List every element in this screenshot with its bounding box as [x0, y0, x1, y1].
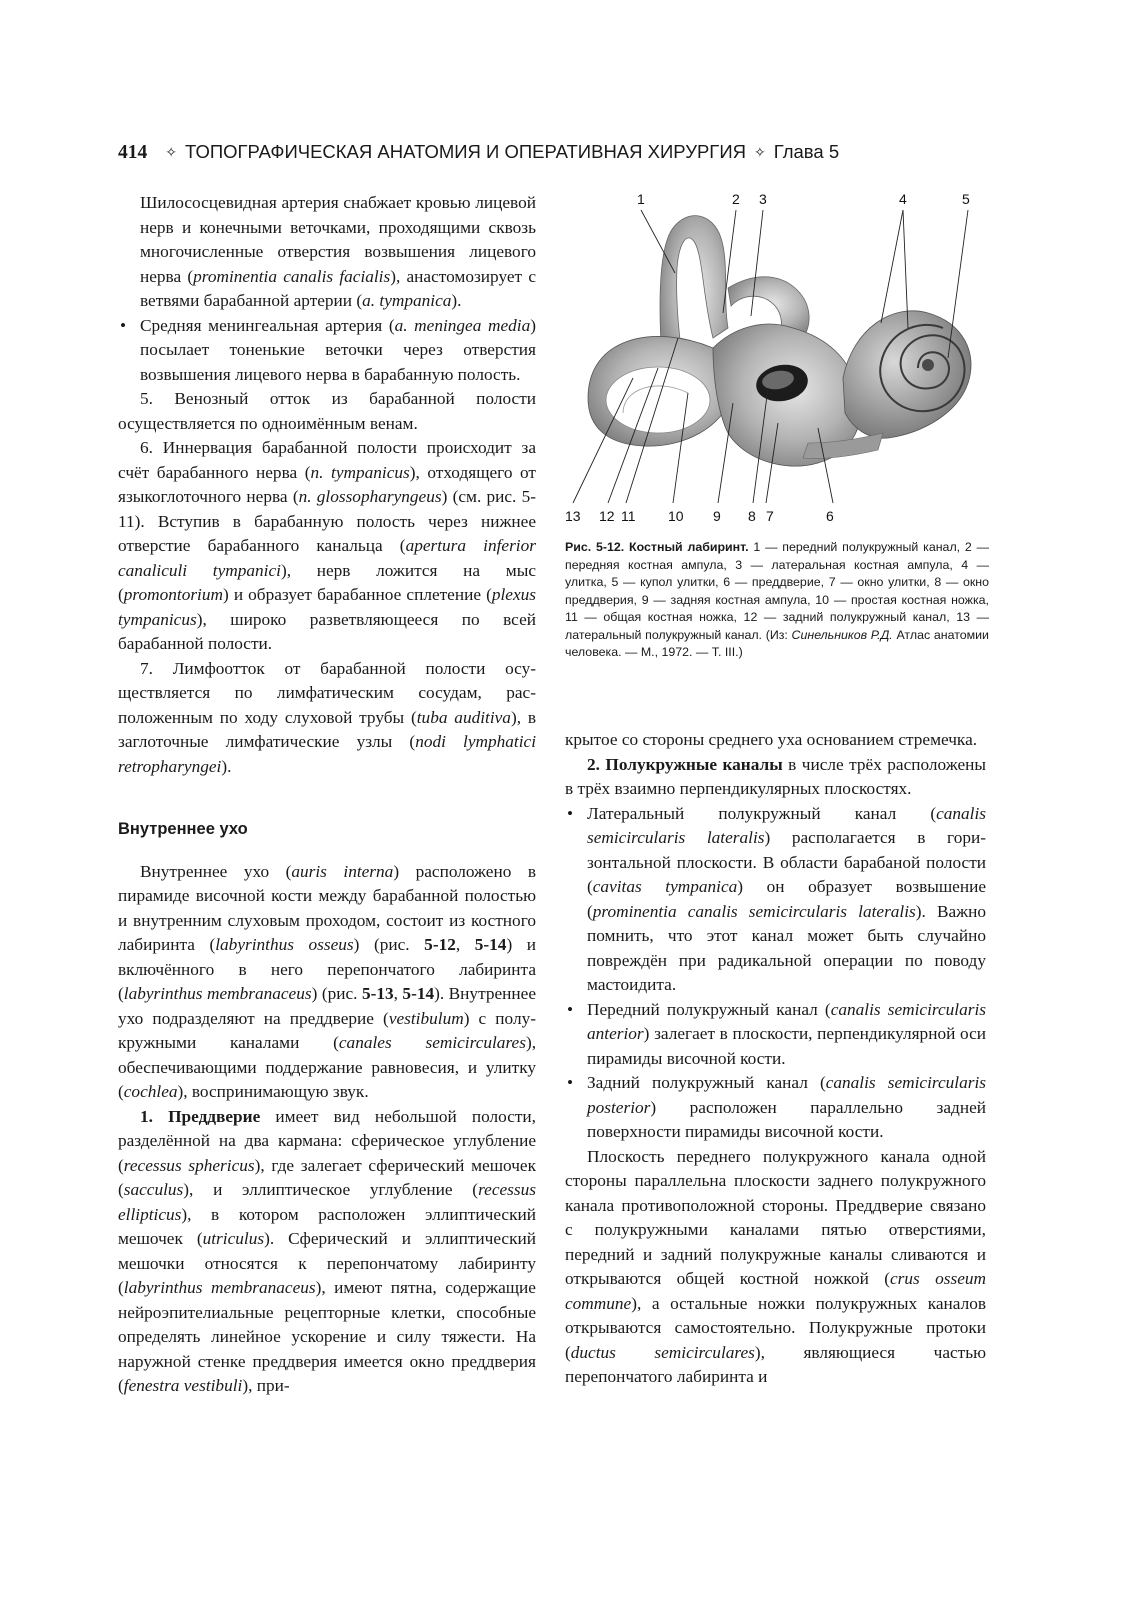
figure-label: 7: [766, 508, 774, 524]
caption-text: 1 — передний полукружный канал, 2 — передняя костная ампула, 3 — латеральная костная ампула, 4 — улитка, 5 — купол улитки, 6 — преддверие, 7 — окно улитки, 8 — окно преддверия, 9 — задняя костная ампула, 10 — простая костная ножка, 11 — общая костная ножка, 12 — задний полукружный канал, 13 — латеральный полукружный канал. (Из:: [565, 540, 989, 642]
chapter-label: Глава 5: [773, 141, 840, 162]
figure-label: 11: [621, 508, 636, 524]
figure-label: 12: [599, 508, 615, 524]
caption-author: Синельников Р.Д.: [791, 627, 893, 642]
figure-label: 8: [748, 508, 756, 524]
list-item: • Средняя менингеальная артерия (a. meningea media) посылает тоненькие веточки через отверстия возвышения лицевого нерва в барабанную полость.: [120, 315, 536, 384]
paragraph: Плоскость переднего полукружного канала одной стороны параллельна плоскости заднего полукружного канала противоположной стороны. Преддверие связано с полукружными каналами пятью отверстиями, передний и задний полукружные каналы сливаются и открываются общей костной ножкой (crus osseum commune), а остальные ножки полукружных каналов открываются самостоятельно. Полукружные протоки (ductus semicirculares), являющиеся частью перепончатого лабиринта и: [565, 1146, 986, 1386]
figure-label: 13: [565, 508, 581, 524]
section-heading: Внутреннее ухо: [118, 820, 248, 838]
figure-label: 9: [713, 508, 721, 524]
list-item: • Задний полукружный канал (canalis semicircularis posterior) расположен параллельно задней поверхности пирамиды височной кости.: [567, 1073, 986, 1141]
page-number: 414: [118, 142, 148, 163]
figure-caption: [565, 539, 989, 662]
paragraph: 7. Лимфоотток от барабанной полости осуществляется по лимфатическим сосудам, расположенным по ходу слуховой трубы (tuba auditiva), в заглоточные лимфатические узлы (nodi lymphatici retropharyngei).: [118, 658, 537, 776]
paragraph: 6. Иннервация барабанной полости происходит за счёт барабанного нерва (n. tympanicus), отходящего от языкоглоточного нерва (n. glossopharyngeus) (см. рис. 5-11). Вступив в барабанную полость через нижнее отверстие барабанного канальца (apertura inferior canaliculi tympanici), нерв ложится на мыс (promontorium) и образует барабанное сплетение (plexus tympanicus), широко разветвляющееся по всей барабанной полости.: [118, 438, 537, 653]
figure-label: 4: [899, 191, 907, 207]
caption-title: Рис. 5-12. Костный лабиринт.: [565, 540, 749, 554]
paragraph: Шилососцевидная артерия снабжает кровью лицевой нерв и конечными веточками, проходящими сквозь многочисленные отверстия возвышения лицевого нерва (prominentia canalis facialis), анастомозирует с ветвями барабанной артерии (a. tympanica).: [140, 193, 536, 310]
bony-labyrinth-figure: [563, 188, 993, 533]
running-header: [118, 141, 1018, 164]
paragraph: крытое со стороны среднего уха основанием стремечка.: [565, 730, 978, 749]
diamond-separator-icon: ✧: [753, 144, 766, 160]
right-column: [565, 728, 986, 1390]
figure-label: 6: [826, 508, 834, 524]
labyrinth-drawing: [588, 216, 971, 466]
diamond-separator-icon: ✧: [165, 144, 177, 160]
list-item: • Латеральный полукружный канал (canalis semicircularis lateralis) располагается в горизонтальной плоскости. В области барабаной полости (cavitas tympanica) он образует возвышение (prominentia canalis semicircularis lateralis). Важно помнить, что этот канал может быть случайно повреждён при радикальной операции по поводу мастоидита.: [567, 803, 986, 994]
book-title: ТОПОГРАФИЧЕСКАЯ АНАТОМИЯ И ОПЕРАТИВНАЯ ХИРУРГИЯ: [184, 141, 746, 162]
paragraph: 5. Венозный отток из барабанной полости осуществляется по одноимённым венам.: [118, 389, 536, 433]
left-column: [118, 191, 536, 1399]
figure-label: 1: [637, 191, 645, 207]
figure-label: 3: [759, 191, 767, 207]
figure-label: 10: [668, 508, 684, 524]
paragraph: 1. Преддверие имеет вид небольшой полости, разделённой на два кармана: сферическое углубление (recessus sphericus), где залегает сферический мешочек (sacculus), и эллиптическое углубление (recessus ellipticus), в котором расположен эллиптический мешочек (utriculus). Сферический и эллиптический мешочки относятся к перепончатому лабиринту (labyrinthus membranaceus), имеют пятна, содержащие нейроэпителиальные рецепторные клетки, способные определять линейное ускорение и силу тяжести. На наружной стенке преддверия имеется окно преддверия (fenestra vestibuli), при-: [118, 1106, 536, 1395]
figure-label: 5: [962, 191, 970, 207]
paragraph: 2. Полукружные каналы в числе трёх расположены в трёх взаимно перпендикулярных плоскостях.: [565, 754, 986, 798]
paragraph: Внутреннее ухо (auris interna) расположено в пирамиде височной кости между барабанной полостью и внутренним слуховым проходом, состоит из костного лабиринта (labyrinthus osseus) (рис. 5-12, 5-14) и включённого в него перепончатого лабиринта (labyrinthus membranaceus) (рис. 5-13, 5-14). Внутреннее ухо подразделяют на преддверие (vestibulum) с полукружными каналами (canales semicirculares), обеспечивающими поддержание равновесия, и улитку (cochlea), воспринимающую звук.: [118, 861, 537, 1101]
list-item: • Передний полукружный канал (canalis semicircularis anterior) залегает в плоскости, перпендикулярной оси пирамиды височной кости.: [567, 999, 986, 1068]
figure-label: 2: [732, 191, 740, 207]
caption-tail: Атлас анатомии человека. — М., 1972. — Т. III.): [565, 627, 989, 659]
